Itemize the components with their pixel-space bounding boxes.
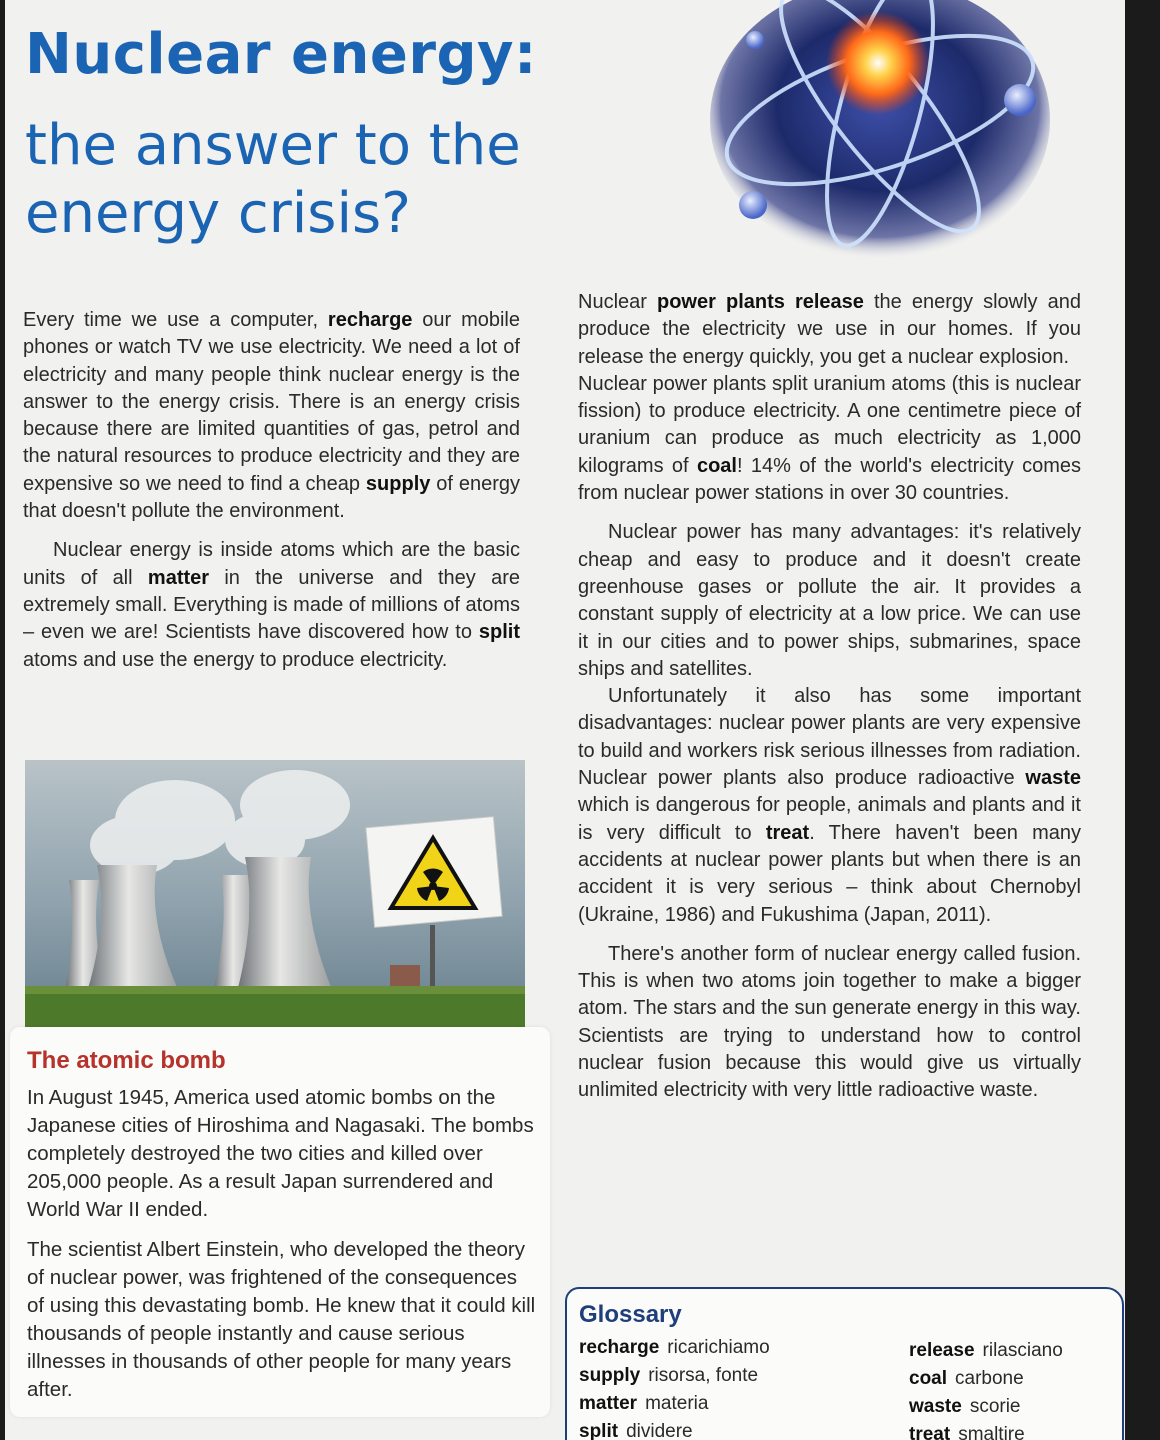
paragraph: Nuclear energy is inside atoms which are the basic units of all matter in the universe and they are extremely small. Everything is made of millions of atoms – even we are! Scientists have discovered how to split atoms and use the energy to produce electricity. (23, 539, 521, 671)
atom-illustration (695, 0, 1075, 265)
atomic-bomb-box (10, 1027, 550, 1417)
glossary-entry: recharge ricarichiamo (579, 1337, 770, 1358)
electron (739, 191, 767, 219)
sidebar-heading: The atomic bomb (27, 1047, 226, 1074)
glossary-entry: coal carbone (909, 1368, 1024, 1389)
glossary-list-right (909, 1337, 1063, 1440)
glossary-entry: treat smaltire (909, 1424, 1025, 1440)
glossary-heading: Glossary (579, 1301, 682, 1328)
paragraph: Nuclear power plants split uranium atoms (this is nuclear fission) to produce electricity. A one centimetre piece of uranium can produce as much electricity as 1,000 kilograms of coal! 14% of the world's electricity comes from nuclear power stations in over 30 countries. (578, 372, 1081, 505)
page-subtitle: the answer to the energy crisis? (25, 113, 521, 246)
sidebar-paragraph: In August 1945, America used atomic bombs on the Japanese cities of Hiroshima and Nagasaki. The bombs completely destroyed the two cities and killed over 205,000 people. As a result Japan surrendered and World War II ended. (27, 1086, 534, 1221)
page-title: Nuclear energy: (25, 22, 537, 87)
left-text-column (23, 307, 520, 674)
paragraph: Every time we use a computer, recharge our mobile phones or watch TV we use electricity. We need a lot of electricity and many people think nuclear energy is the answer to the energy crisis. There is an energy crisis because there are limited quantities of gas, petrol and the natural resources to produce electricity and they are expensive so we need to find a cheap supply of energy that doesn't pollute the environment. (23, 309, 520, 523)
paragraph: Unfortunately it also has some important disadvantages: nuclear power plants are very expensive to build and workers risk serious illnesses from radiation. Nuclear power plants also produce radioactive waste which is dangerous for people, animals and plants and it is very difficult to treat. There haven't been many accidents at nuclear power plants but when there is an accident it is very serious – think about Chernobyl (Ukraine, 1986) and Fukushima (Japan, 2011). (578, 685, 1081, 926)
textbook-page (5, 0, 1125, 1440)
glossary-entry: supply risorsa, fonte (579, 1365, 759, 1386)
glossary-list-left (579, 1334, 770, 1440)
nucleus (826, 11, 930, 115)
building (390, 965, 420, 987)
paragraph: There's another form of nuclear energy called fusion. This is when two atoms join together to make a bigger atom. The stars and the sun generate energy in this way. Scientists are trying to understand how to control nuclear fusion because this would give us virtually unlimited electricity with very little radioactive waste. (578, 942, 1081, 1102)
paragraph: Nuclear power plants release the energy slowly and produce the electricity we use in our homes. If you release the energy quickly, you get a nuclear explosion. (578, 291, 1081, 368)
glossary-box (565, 1287, 1124, 1440)
right-text-column (578, 289, 1081, 1105)
grass-field (25, 990, 525, 1032)
glossary-entry: release rilasciano (909, 1340, 1063, 1361)
electron (746, 31, 764, 49)
paragraph: Nuclear power has many advantages: it's relatively cheap and easy to produce and it doesn't create greenhouse gases or pollute the air. It provides a constant supply of electricity at a low price. We can use it in our cities and to power ships, submarines, space ships and satellites. (578, 521, 1081, 680)
glossary-entry: waste scorie (909, 1396, 1021, 1417)
electron (1004, 84, 1036, 116)
glossary-entry: split dividere (579, 1421, 693, 1440)
power-plant-photo (25, 760, 525, 1032)
sidebar-paragraph: The scientist Albert Einstein, who developed the theory of nuclear power, was frightened of the consequences of using this devastating bomb. He knew that it could kill thousands of people instantly and cause serious illnesses in thousands of other people for many years after. (27, 1238, 536, 1401)
glossary-entry: matter materia (579, 1393, 709, 1414)
